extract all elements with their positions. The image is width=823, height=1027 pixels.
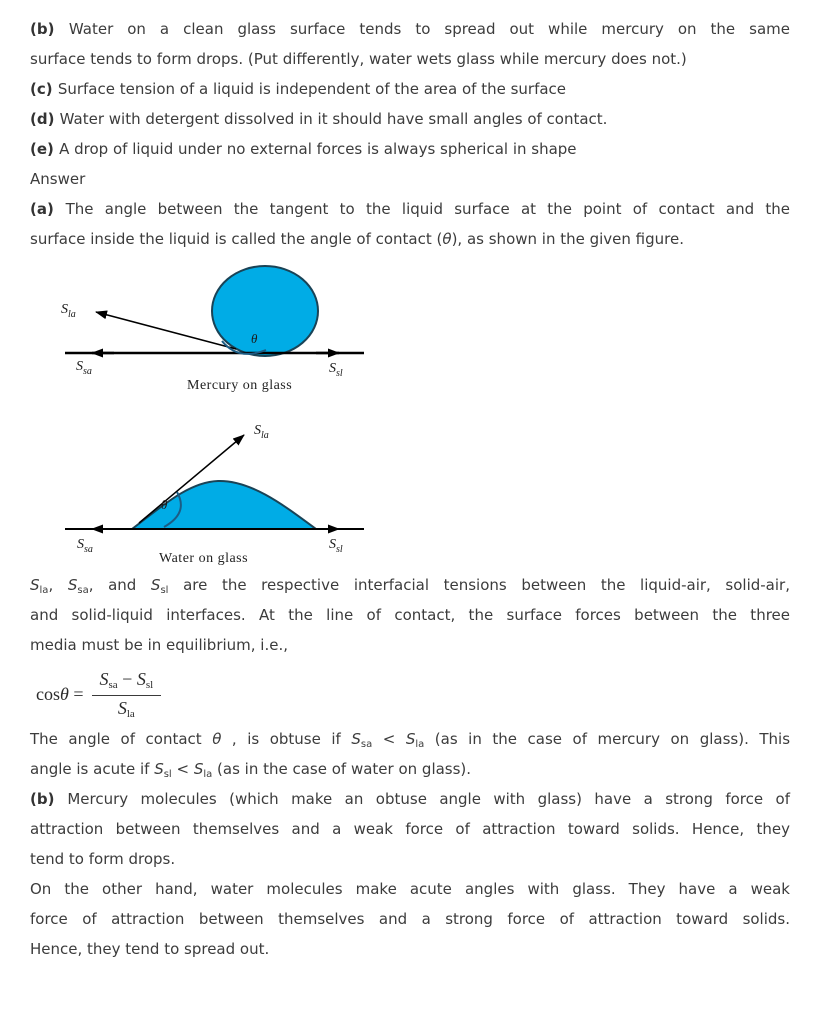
s-sl-label: $S_{sl}$	[329, 537, 343, 555]
theta-label: θ	[161, 497, 168, 512]
equation-numerator: $S_{sa} - S_{sl}$	[92, 669, 162, 695]
s-la-label: $S_{la}$	[254, 423, 269, 441]
equation-denominator: $S_{la}$	[117, 697, 135, 720]
theta-label: θ	[251, 331, 258, 346]
s-la-label: $S_{la}$	[61, 302, 76, 320]
water-molecules-line-3: Hence, they tend to spread out.	[30, 940, 270, 958]
water-molecules-line-2: force of attraction between themselves and a strong force of attraction toward solids.	[30, 910, 790, 928]
obtuse-acute-line-1: The angle of contact θ , is obtuse if $S_{sa} < S_{la}$ (as in the case of mercury on glass). This	[30, 730, 791, 750]
water-on-glass-figure	[30, 416, 790, 570]
answer-b-line-3: tend to form drops.	[30, 850, 176, 868]
cos-theta-equation	[36, 666, 790, 724]
equation-fraction	[92, 669, 162, 720]
option-d-line: (d) Water with detergent dissolved in it should have small angles of contact.	[30, 110, 608, 128]
s-sl-label: $S_{sl}$	[329, 361, 343, 379]
answer-heading: Answer	[30, 170, 86, 188]
equation-lhs: cosθ =	[36, 684, 84, 705]
s-sa-label: $S_{sa}$	[76, 359, 92, 377]
answer-b-line-2: attraction between themselves and a weak force of attraction toward solids. Hence, they	[30, 820, 790, 838]
mercury-on-glass-figure	[30, 262, 790, 396]
water-figure-canvas	[30, 416, 390, 570]
answer-a-line-1: (a) The angle between the tangent to the liquid surface at the point of contact and the	[30, 200, 790, 218]
mercury-figure-canvas	[30, 262, 390, 396]
option-b-line-2: surface tends to form drops. (Put differently, water wets glass while mercury does not.)	[30, 50, 687, 68]
interfacial-line-2: and solid-liquid interfaces. At the line of contact, the surface forces between the three	[30, 606, 790, 624]
obtuse-acute-line-2: angle is acute if $S_{sl} < S_{la}$ (as in the case of water on glass).	[30, 760, 472, 780]
interfacial-line-3: media must be in equilibrium, i.e.,	[30, 636, 289, 654]
figure-caption: Mercury on glass	[187, 378, 293, 393]
s-sa-label: $S_{sa}$	[77, 537, 93, 555]
interfacial-line-1: $S_{la}$, $S_{sa}$, and $S_{sl}$ are the respective interfacial tensions between the liquid-air, solid-air,	[30, 576, 790, 596]
option-b-line-1: (b) Water on a clean glass surface tends to spread out while mercury on the same	[30, 20, 790, 38]
option-e-line: (e) A drop of liquid under no external forces is always spherical in shape	[30, 140, 577, 158]
option-c-line: (c) Surface tension of a liquid is independent of the area of the surface	[30, 80, 567, 98]
answer-a-line-2: surface inside the liquid is called the angle of contact (θ), as shown in the given figure.	[30, 230, 684, 248]
mercury-drop	[212, 266, 318, 356]
figure-caption: Water on glass	[159, 551, 249, 566]
answer-b-line-1: (b) Mercury molecules (which make an obtuse angle with glass) have a strong force of	[30, 790, 790, 808]
water-molecules-line-1: On the other hand, water molecules make acute angles with glass. They have a weak	[30, 880, 790, 898]
